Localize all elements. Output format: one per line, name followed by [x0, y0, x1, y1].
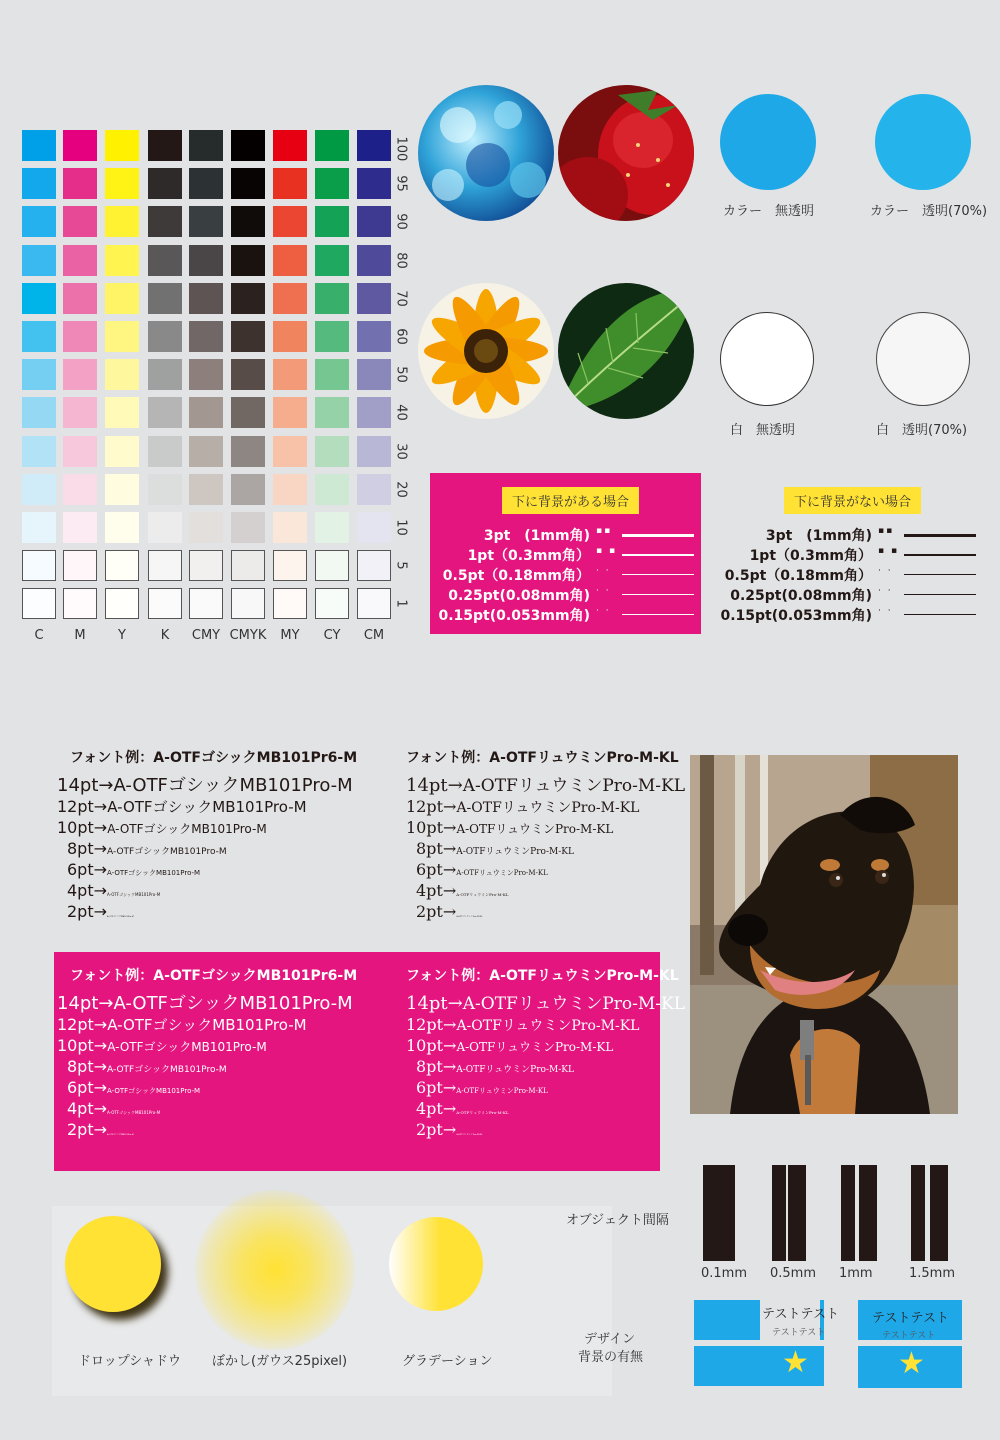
column-label: MY [280, 628, 300, 643]
color-swatch [105, 588, 139, 619]
percent-label: 80 [393, 251, 409, 269]
color-swatch [148, 206, 182, 237]
plain-gothic-line [57, 777, 353, 795]
color-swatch [315, 130, 349, 161]
color-swatch [105, 130, 139, 161]
color-swatch [231, 512, 265, 543]
color-swatch [22, 550, 56, 581]
with-bg-line-dots: ▪ ▪ [596, 546, 618, 556]
spacing-label: 1mm [839, 1266, 873, 1281]
color-swatch [148, 436, 182, 467]
color-swatch [105, 245, 139, 276]
color-swatch [148, 550, 182, 581]
gradation-label: グラデーション [402, 1354, 493, 1369]
plain-mincho-line [406, 799, 639, 815]
leaf-photo-circle [558, 283, 694, 419]
magenta-mincho-title: フォント例：A-OTFリュウミンPro-M-KL [406, 968, 679, 984]
white-opaque-label: 白 無透明 [730, 423, 796, 438]
without-bg-line-sample [904, 574, 976, 575]
color-swatch [189, 550, 223, 581]
color-swatch [315, 359, 349, 390]
without-bg-line-dots: · · [878, 606, 893, 616]
design-title-2: 背景の有無 [578, 1350, 644, 1365]
percent-label: 20 [393, 481, 409, 498]
color-opaque-circle [720, 94, 816, 190]
percent-label: 40 [393, 404, 409, 422]
color-swatch [105, 168, 139, 199]
spacing-bar-left [703, 1165, 717, 1261]
magenta-mincho-line [416, 1122, 482, 1138]
color-swatch [189, 283, 223, 314]
color-swatch [273, 206, 307, 237]
without-bg-line-dots: ▪ ▪ [878, 546, 900, 556]
font-size-label: 4pt→ [67, 1099, 108, 1118]
color-swatch [357, 588, 391, 619]
color-swatch [189, 512, 223, 543]
color-swatch [189, 397, 223, 428]
color-swatch [105, 206, 139, 237]
font-sample-text: A-OTFゴシックMB101Pro-M [107, 1016, 307, 1034]
blur-label: ぼかし(ガウス25pixel) [212, 1354, 348, 1369]
color-swatch [105, 436, 139, 467]
column-label: CM [363, 628, 385, 643]
magenta-mincho-line [406, 1038, 613, 1054]
font-sample-text: A-OTFゴシックMB101Pro-M [107, 1040, 267, 1054]
font-size-label: 2pt→ [416, 902, 457, 921]
spacing-label: 0.1mm [701, 1266, 748, 1281]
font-sample-text: A-OTFリュウミンPro-M-KL [456, 1040, 614, 1054]
spacing-bar-right [717, 1165, 735, 1261]
color-swatch [148, 512, 182, 543]
column-label: CY [323, 628, 341, 643]
font-sample-text: A-OTFリュウミンPro-M-KL [456, 822, 614, 836]
color-swatch [231, 474, 265, 505]
design-left-small-text: テストテスト [772, 1328, 826, 1338]
color-swatch [105, 397, 139, 428]
font-size-label: 12pt→ [57, 797, 108, 816]
percent-label: 95 [393, 175, 409, 192]
font-size-label: 2pt→ [67, 902, 108, 921]
font-size-label: 4pt→ [416, 881, 457, 900]
plain-mincho-line [406, 820, 613, 836]
column-label: Y [118, 628, 126, 643]
with-bg-line-sample [622, 614, 694, 615]
column-label: CMY [191, 628, 221, 643]
color-swatch [357, 283, 391, 314]
magenta-gothic-line [67, 1122, 134, 1138]
font-sample-text: A-OTFリュウミンPro-M-KL [456, 1134, 483, 1136]
color-swatch [357, 245, 391, 276]
color-swatch [22, 321, 56, 352]
drop-shadow-label: ドロップシャドウ [78, 1354, 181, 1369]
with-bg-line-label: 0.5pt（0.18mm角） [442, 568, 590, 584]
design-right-star-icon: ★ [898, 1346, 925, 1381]
color-swatch [231, 168, 265, 199]
color-swatch [273, 283, 307, 314]
color-swatch [63, 130, 97, 161]
font-sample-text: A-OTFリュウミンPro-M-KL [462, 776, 686, 796]
percent-label: 60 [393, 328, 409, 345]
font-sample-text: A-OTFゴシックMB101Pro-M [107, 798, 307, 816]
color-swatch [63, 283, 97, 314]
color-transparent-circle [875, 94, 971, 190]
without-bg-line-sample [904, 534, 976, 537]
color-swatch [273, 321, 307, 352]
percent-label: 10 [393, 519, 409, 536]
color-swatch [273, 588, 307, 619]
without-bg-line-label: 0.5pt（0.18mm角） [724, 568, 872, 584]
font-size-label: 14pt→ [406, 775, 463, 796]
plain-gothic-line [67, 883, 160, 899]
color-swatch [273, 168, 307, 199]
with-bg-line-label: 1pt（0.3mm角） [467, 548, 590, 564]
with-bg-line-sample [622, 574, 694, 575]
font-size-label: 12pt→ [57, 1015, 108, 1034]
color-swatch [273, 550, 307, 581]
color-swatch [273, 245, 307, 276]
color-swatch [273, 512, 307, 543]
color-swatch [357, 206, 391, 237]
color-swatch [189, 359, 223, 390]
color-swatch [315, 550, 349, 581]
font-sample-text: A-OTFリュウミンPro-M-KL [456, 1087, 548, 1095]
font-sample-text: A-OTFリュウミンPro-M-KL [456, 1065, 574, 1075]
spacing-bar-right [788, 1165, 806, 1261]
spacing-bar-right [859, 1165, 877, 1261]
color-swatch [273, 436, 307, 467]
magenta-gothic-line [67, 1101, 160, 1117]
color-swatch [148, 588, 182, 619]
color-swatch [189, 168, 223, 199]
color-swatch [63, 168, 97, 199]
drop-shadow-circle [65, 1216, 161, 1312]
without-bg-title: 下に背景がない場合 [784, 487, 921, 514]
font-size-label: 10pt→ [57, 1036, 108, 1055]
color-swatch [63, 397, 97, 428]
without-bg-line-label: 0.15pt(0.053mm角) [720, 608, 872, 624]
plain-gothic-line [67, 841, 227, 857]
color-swatch [357, 359, 391, 390]
color-swatch [315, 321, 349, 352]
color-swatch [315, 588, 349, 619]
color-swatch [63, 436, 97, 467]
spacing-bar-left [911, 1165, 925, 1261]
color-swatch [315, 168, 349, 199]
color-swatch [357, 436, 391, 467]
color-swatch [22, 436, 56, 467]
spacing-bar-right [930, 1165, 948, 1261]
color-swatch [189, 321, 223, 352]
color-swatch [63, 245, 97, 276]
color-swatch [105, 550, 139, 581]
font-sample-text: A-OTFリュウミンPro-M-KL [456, 847, 574, 857]
design-left-star-icon: ★ [782, 1345, 809, 1380]
percent-label: 100 [393, 136, 409, 162]
font-size-label: 10pt→ [406, 1036, 457, 1055]
without-bg-line-sample [904, 554, 976, 556]
font-sample-text: A-OTFゴシックMB101Pro-M [107, 869, 201, 877]
color-swatch [315, 436, 349, 467]
spacing-bar-left [772, 1165, 786, 1261]
color-swatch [315, 512, 349, 543]
color-swatch [63, 550, 97, 581]
font-size-label: 14pt→ [406, 993, 463, 1014]
font-size-label: 6pt→ [416, 1078, 457, 1097]
color-swatch [189, 436, 223, 467]
color-swatch [231, 550, 265, 581]
font-sample-text: A-OTFリュウミンPro-M-KL [456, 1110, 509, 1115]
with-bg-line-sample [622, 594, 694, 595]
design-title-1: デザイン [584, 1332, 636, 1347]
color-swatch [148, 474, 182, 505]
magenta-mincho-line [406, 1017, 639, 1033]
color-swatch [315, 245, 349, 276]
column-label: C [34, 628, 44, 643]
color-swatch [189, 588, 223, 619]
percent-label: 90 [393, 213, 409, 231]
spacing-bar-left [841, 1165, 855, 1261]
color-swatch [189, 474, 223, 505]
without-bg-line-label: 1pt（0.3mm角） [749, 548, 872, 564]
color-swatch [315, 206, 349, 237]
color-swatch [22, 168, 56, 199]
with-bg-line-dots: · · [596, 586, 611, 596]
color-swatch [357, 168, 391, 199]
font-sample-text: A-OTFリュウミンPro-M-KL [456, 916, 483, 918]
color-swatch [357, 550, 391, 581]
font-size-label: 14pt→ [57, 993, 114, 1014]
font-size-label: 8pt→ [416, 1057, 457, 1076]
without-bg-line-dots: · · [878, 586, 893, 596]
magenta-gothic-line [67, 1059, 227, 1075]
color-swatch [189, 245, 223, 276]
color-swatch [105, 283, 139, 314]
without-bg-line-dots: · · [878, 566, 893, 576]
font-size-label: 6pt→ [67, 860, 108, 879]
color-swatch [22, 245, 56, 276]
strawberry-photo-circle [558, 85, 694, 221]
column-label: CMYK [229, 628, 267, 643]
color-swatch [273, 130, 307, 161]
color-swatch [148, 130, 182, 161]
color-transparent-label: カラー 透明(70%) [870, 204, 988, 219]
color-swatch [231, 397, 265, 428]
font-size-label: 10pt→ [57, 818, 108, 837]
plain-gothic-line [57, 799, 307, 815]
font-size-label: 10pt→ [406, 818, 457, 837]
without-bg-line-sample [904, 614, 976, 615]
with-bg-title: 下に背景がある場合 [502, 487, 639, 514]
font-size-label: 14pt→ [57, 775, 114, 796]
font-size-label: 6pt→ [67, 1078, 108, 1097]
font-sample-text: A-OTFゴシックMB101Pro-M [113, 775, 353, 796]
color-swatch [148, 321, 182, 352]
plain-gothic-line [57, 820, 267, 836]
design-right-big-text: テストテスト [872, 1311, 949, 1326]
flower-photo-circle [418, 283, 554, 419]
color-swatch [63, 321, 97, 352]
color-swatch [22, 206, 56, 237]
color-swatch [22, 283, 56, 314]
magenta-mincho-line [406, 995, 685, 1013]
color-swatch [105, 321, 139, 352]
color-swatch [273, 474, 307, 505]
color-swatch [148, 168, 182, 199]
magenta-mincho-line [416, 1059, 574, 1075]
without-bg-line-sample [904, 594, 976, 595]
color-swatch [273, 359, 307, 390]
with-bg-line-dots: ▪▪ [596, 526, 613, 536]
magenta-gothic-line [57, 1017, 307, 1033]
color-swatch [63, 588, 97, 619]
plain-mincho-line [416, 841, 574, 857]
with-bg-line-label: 0.15pt(0.053mm角) [438, 608, 590, 624]
color-opaque-label: カラー 無透明 [723, 204, 815, 219]
plain-gothic-title: フォント例：A-OTFゴシックMB101Pr6-M [70, 750, 358, 766]
color-swatch [357, 397, 391, 428]
without-bg-line-label: 0.25pt(0.08mm角) [730, 588, 872, 604]
magenta-gothic-line [57, 1038, 267, 1054]
font-size-label: 2pt→ [67, 1120, 108, 1139]
color-swatch [105, 512, 139, 543]
percent-label: 30 [393, 442, 409, 460]
with-bg-line-sample [622, 554, 694, 556]
percent-label: 5 [393, 561, 409, 570]
gradation-circle [389, 1217, 483, 1311]
color-swatch [231, 359, 265, 390]
color-swatch [357, 130, 391, 161]
color-swatch [189, 206, 223, 237]
color-swatch [22, 359, 56, 390]
color-swatch [315, 397, 349, 428]
color-swatch [231, 283, 265, 314]
plain-mincho-line [416, 883, 509, 899]
font-size-label: 12pt→ [406, 797, 457, 816]
dog-photo [690, 755, 958, 1114]
font-sample-text: A-OTFゴシックMB101Pro-M [107, 1065, 227, 1075]
with-bg-line-label: 3pt (1mm角) [483, 528, 590, 544]
magenta-gothic-title: フォント例：A-OTFゴシックMB101Pr6-M [70, 968, 358, 984]
font-sample-text: A-OTFリュウミンPro-M-KL [456, 869, 548, 877]
blur-circle [195, 1190, 355, 1350]
font-sample-text: A-OTFリュウミンPro-M-KL [456, 892, 509, 897]
color-swatch [63, 359, 97, 390]
with-bg-line-dots: · · [596, 566, 611, 576]
plain-mincho-line [416, 862, 548, 878]
design-right-small-text: テストテスト [882, 1331, 936, 1341]
plain-mincho-line [416, 904, 482, 920]
color-swatch [231, 436, 265, 467]
percent-label: 70 [393, 290, 409, 307]
with-bg-line-sample [622, 534, 694, 537]
color-swatch [231, 130, 265, 161]
font-sample-text: A-OTFリュウミンPro-M-KL [462, 994, 686, 1014]
font-sample-text: A-OTFリュウミンPro-M-KL [456, 1018, 640, 1034]
font-size-label: 8pt→ [416, 839, 457, 858]
color-swatch [231, 321, 265, 352]
color-swatch [273, 397, 307, 428]
without-bg-line-dots: ▪▪ [878, 526, 895, 536]
font-sample-text: A-OTFゴシックMB101Pro-M [107, 916, 134, 918]
color-swatch [148, 359, 182, 390]
object-spacing-title: オブジェクト間隔 [566, 1213, 669, 1228]
color-swatch [357, 474, 391, 505]
font-sample-text: A-OTFゴシックMB101Pro-M [107, 822, 267, 836]
color-swatch [357, 321, 391, 352]
plain-mincho-title: フォント例：A-OTFリュウミンPro-M-KL [406, 750, 679, 766]
color-swatch [63, 474, 97, 505]
with-bg-line-label: 0.25pt(0.08mm角) [448, 588, 590, 604]
color-swatch [315, 283, 349, 314]
font-sample-text: A-OTFゴシックMB101Pro-M [107, 1087, 201, 1095]
color-swatch [22, 588, 56, 619]
percent-label: 50 [393, 366, 409, 383]
font-sample-text: A-OTFゴシックMB101Pro-M [107, 892, 161, 897]
font-size-label: 8pt→ [67, 1057, 108, 1076]
color-swatch [105, 474, 139, 505]
color-swatch [231, 245, 265, 276]
font-size-label: 6pt→ [416, 860, 457, 879]
font-sample-text: A-OTFゴシックMB101Pro-M [107, 1110, 161, 1115]
color-swatch [22, 512, 56, 543]
magenta-mincho-line [416, 1080, 548, 1096]
font-sample-text: A-OTFリュウミンPro-M-KL [456, 800, 640, 816]
color-swatch [148, 245, 182, 276]
font-size-label: 8pt→ [67, 839, 108, 858]
percent-label: 1 [393, 599, 409, 609]
color-swatch [22, 474, 56, 505]
color-swatch [63, 512, 97, 543]
color-swatch [63, 206, 97, 237]
plain-mincho-line [406, 777, 685, 795]
column-label: M [74, 628, 86, 643]
color-swatch [148, 397, 182, 428]
color-swatch [357, 512, 391, 543]
design-left-big-text: テストテスト [762, 1307, 839, 1322]
color-swatch [22, 130, 56, 161]
spacing-label: 1.5mm [909, 1266, 956, 1281]
font-size-label: 4pt→ [67, 881, 108, 900]
white-transparent-label: 白 透明(70%) [876, 423, 968, 438]
color-swatch [189, 130, 223, 161]
plain-gothic-line [67, 904, 134, 920]
color-swatch [22, 397, 56, 428]
magenta-gothic-line [57, 995, 353, 1013]
font-size-label: 12pt→ [406, 1015, 457, 1034]
font-size-label: 2pt→ [416, 1120, 457, 1139]
font-sample-text: A-OTFゴシックMB101Pro-M [107, 1134, 134, 1136]
font-sample-text: A-OTFゴシックMB101Pro-M [113, 993, 353, 1014]
white-transparent-circle [876, 312, 970, 406]
column-label: K [160, 628, 170, 643]
without-bg-line-label: 3pt (1mm角) [765, 528, 872, 544]
plain-gothic-line [67, 862, 200, 878]
color-swatch [148, 283, 182, 314]
color-swatch [315, 474, 349, 505]
font-sample-text: A-OTFゴシックMB101Pro-M [107, 847, 227, 857]
with-bg-line-dots: · · [596, 606, 611, 616]
magenta-mincho-line [416, 1101, 509, 1117]
magenta-gothic-line [67, 1080, 200, 1096]
font-size-label: 4pt→ [416, 1099, 457, 1118]
water-photo-circle [418, 85, 554, 221]
white-opaque-circle [720, 312, 814, 406]
color-swatch [231, 588, 265, 619]
color-swatch [105, 359, 139, 390]
color-swatch [231, 206, 265, 237]
spacing-label: 0.5mm [770, 1266, 817, 1281]
